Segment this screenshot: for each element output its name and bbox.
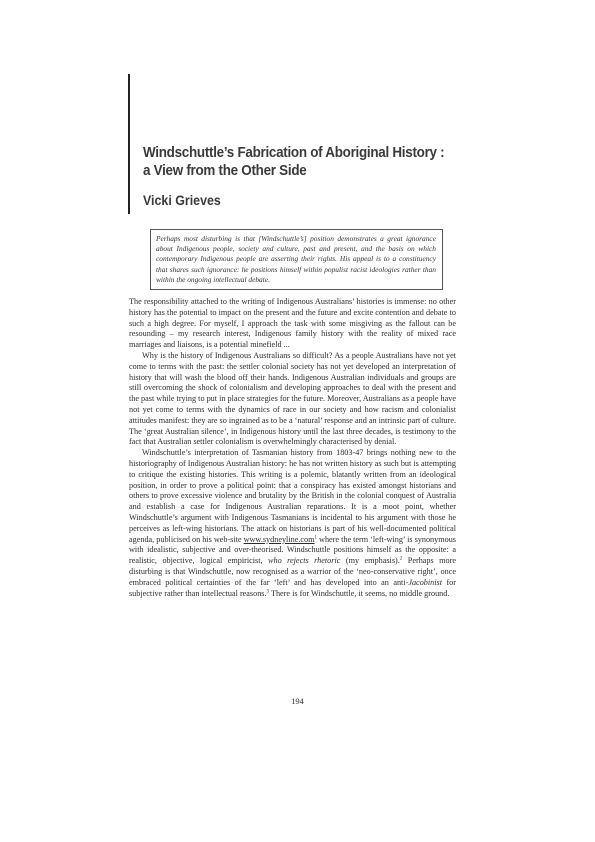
- paragraph-3-part-d: Perhaps more disturbing is that Windschuttle, now recognised as a warrior of the ‘neo-conservative right’, once embraced political certainties of the far ‘left’ and has developed into an anti-: [129, 556, 457, 587]
- footnote-ref-2[interactable]: 2: [399, 556, 403, 562]
- footnote-ref-1[interactable]: 1: [314, 534, 317, 540]
- title-line-1: Windschuttle’s Fabrication of Aboriginal History :: [143, 145, 445, 161]
- paragraph-3-part-c: (my emphasis).: [340, 556, 400, 566]
- paragraph-1: The responsibility attached to the writing of Indigenous Australians’ histories is immense: no other history has the potential to impact on the present and the future and excite contention and debate to such a high degree. For myself, I approach the task with some misgiving as the fallout can be resounding – my research interest, Indigenous family history with the reality of mixed race marriages and liaisons, is a potential minefield ...: [129, 297, 456, 350]
- body-text: [129, 297, 456, 599]
- footnote-ref-3[interactable]: 3: [266, 588, 270, 594]
- epigraph-text: Perhaps most disturbing is that [Windschuttle’s] position demonstrates a great ignorance about Indigenous people, society and culture, past and present, and the basis on which contemporary Indigenous people are asserting their rights. His appeal is to a constituency that shares such ignorance: he positions himself within populist racist ideologies rather than within the ongoing intellectual debate.: [156, 234, 436, 284]
- paragraph-3-part-b: where the term ‘left-wing’ is synonymous with idealistic, subjective and over-theorised. Windschuttle positions himself as the opposite: a realistic, objective, logical empiricist,: [129, 534, 456, 566]
- paragraph-3-part-f: There is for Windschuttle, it seems, no middle ground.: [269, 588, 450, 598]
- vertical-rule: [128, 74, 130, 214]
- emphasis-rhetoric: who rejects rhetoric: [268, 556, 341, 566]
- paragraph-3-part-e: for subjective rather than intellectual reasons.: [129, 577, 456, 598]
- emphasis-jacobinist: Jacobinist: [408, 577, 442, 587]
- title-line-2: a View from the Other Side: [143, 163, 307, 179]
- paragraph-2: Why is the history of Indigenous Australians so difficult? As a people Australians have not yet come to terms with the past: the settler colonial society has not yet developed an interpretation of history that will wash the blood off their hands. Indigenous Australian individuals and groups are still overcoming the shock of colonialism and developing approaches to deal with the present and the past while trying to put in place strategies for the future. Moreover, Australians as a people have not yet come to terms with the dynamics of race in our society and how racism and colonialist attitudes manifest: they are so ingrained as to be a ‘natural’ response and an intrinsic part of culture. The ‘great Australian silence’, in Indigenous history until the last three decades, is testimony to the fact that Australian settler colonialism is overwhelmingly characterised by denial.: [129, 350, 456, 447]
- paragraph-3-part-a: Windschuttle’s interpretation of Tasmanian history from 1803-47 brings nothing new to the historiography of Indigenous Australian history: he has not written history as such but is attempting to critique the existing histories. This writing is a polemic, blatantly written from an ideological position, in order to prove a political point: that a conspiracy has existed amongst historians and others to prove excessive violence and brutality by the British in the colonial conquest of Australia and establish a case for Indigenous Australian reparations. It is a moot point, whether Windschuttle’s argument with Indigenous Tasmanians is incidental to his argument with those he perceives as left-wing historians. The attack on historians is part of his well-documented political agenda, publicised on his web-site: [129, 448, 456, 544]
- article-title: [143, 144, 447, 180]
- page-number: 194: [291, 696, 304, 706]
- website-link[interactable]: www.sydneyline.com: [243, 534, 315, 544]
- epigraph-box: [150, 229, 443, 290]
- paragraph-3: [129, 448, 456, 599]
- author-name: Vicki Grieves: [143, 193, 221, 208]
